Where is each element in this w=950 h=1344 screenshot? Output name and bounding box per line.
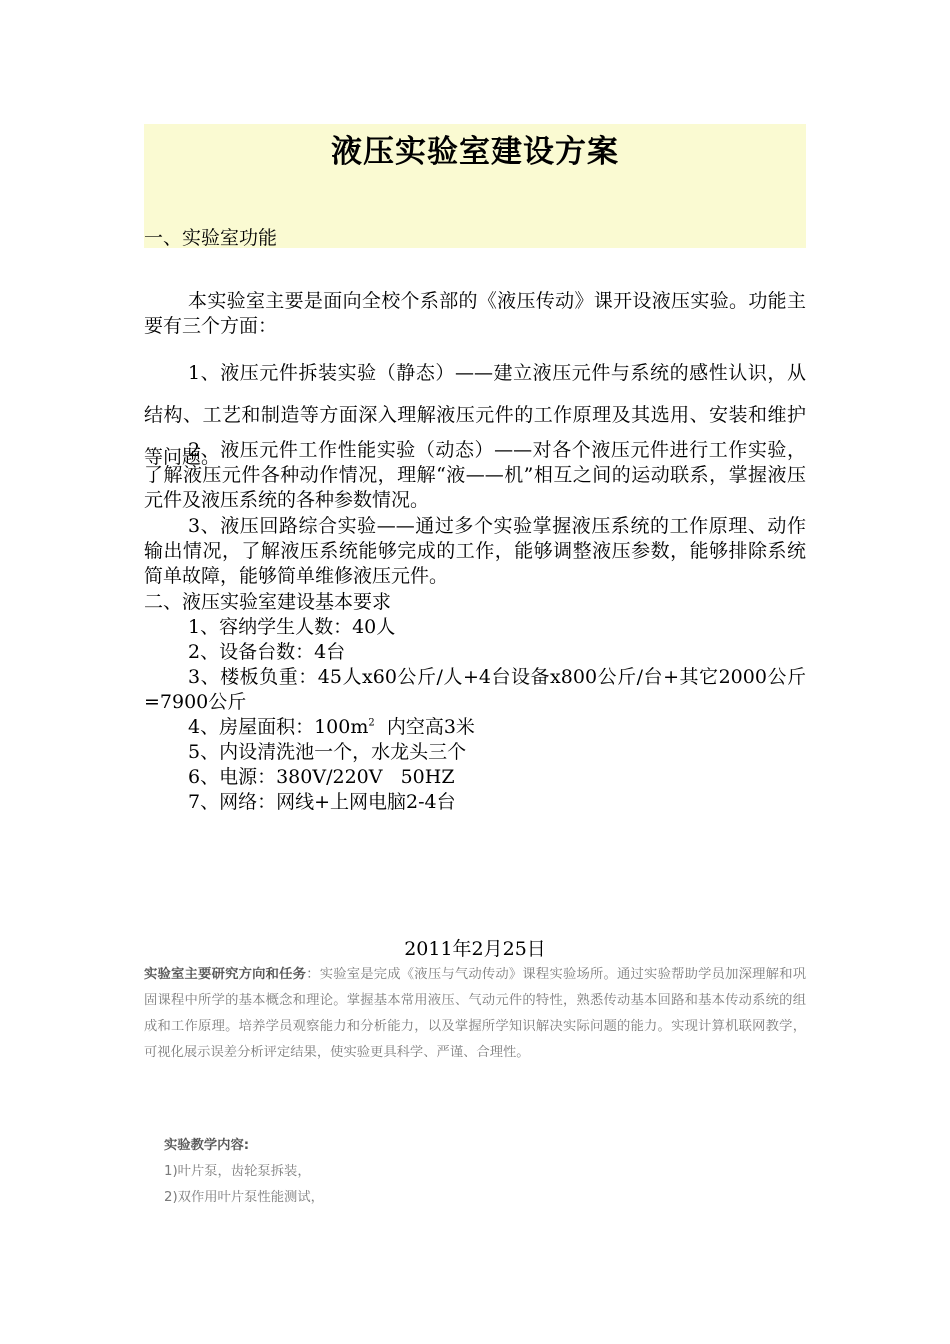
function-item-1: 1、液压元件拆装实验（静态）——建立液压元件与系统的感性认识，从结构、工艺和制造等方面深入理解液压元件的工作原理及其选用、安装和维护等问题。 (144, 362, 806, 468)
requirement-sink: 5、内设清洗池一个，水龙头三个 (188, 741, 467, 763)
intro-paragraph: 本实验室主要是面向全校个系部的《液压传动》课开设液压实验。功能主要有三个方面： (144, 290, 806, 337)
research-text: 实验室是完成《液压与气动传动》课程实验场所。通过实验帮助学员加深理解和巩固课程中所学的基本概念和理论。掌握基本常用液压、气动元件的特性，熟悉传动基本回路和基本传动系统的组成和工作原理。培养学员观察能力和分析能力，以及掌握所学知识解决实际问题的能力。实现计算机联网教学，可视化展示误差分析评定结果，使实验更具科学、严谨、合理性。 (144, 967, 807, 1060)
section-heading-requirements: 二、液压实验室建设基本要求 (144, 591, 392, 613)
requirement-equipment: 2、设备台数：4台 (188, 641, 346, 663)
room-area-label: 4、房屋面积：100m (188, 716, 369, 738)
area-exponent: 2 (368, 717, 375, 729)
teaching-heading: 实验教学内容: (164, 1138, 250, 1153)
requirement-students: 1、容纳学生人数：40人 (188, 616, 396, 638)
function-item-3: 3、液压回路综合实验——通过多个实验掌握液压系统的工作原理、动作输出情况，了解液压系统能够完成的工作，能够调整液压参数，能够排除系统简单故障，能够简单维修液压元件。 (144, 515, 806, 587)
document-title: 液压实验室建设方案 (331, 134, 619, 170)
room-height: 内空高3米 (374, 716, 475, 738)
research-lead: 实验室主要研究方向和任务 (144, 967, 307, 982)
requirement-room-area (188, 715, 475, 740)
section-heading-functions: 一、实验室功能 (144, 227, 278, 249)
requirement-floor-load: 3、楼板负重：45人x60公斤/人+4台设备x800公斤/台+其它2000公斤=7900公斤 (144, 666, 806, 713)
document-date: 2011年2月25日 (404, 938, 546, 960)
teaching-item-2: 2)双作用叶片泵性能测试， (164, 1190, 324, 1205)
requirement-power: 6、电源：380V/220V 50HZ (188, 766, 455, 788)
teaching-item-1: 1)叶片泵，齿轮泵拆装， (164, 1164, 311, 1179)
research-paragraph (144, 962, 806, 1066)
function-item-2: 2、液压元件工作性能实验（动态）——对各个液压元件进行工作实验，了解液压元件各种动作情况，理解“液——机”相互之间的运动联系，掌握液压元件及液压系统的各种参数情况。 (144, 439, 806, 511)
research-colon: ： (306, 967, 320, 982)
requirement-network: 7、网络：网线+上网电脑2-4台 (188, 791, 456, 813)
